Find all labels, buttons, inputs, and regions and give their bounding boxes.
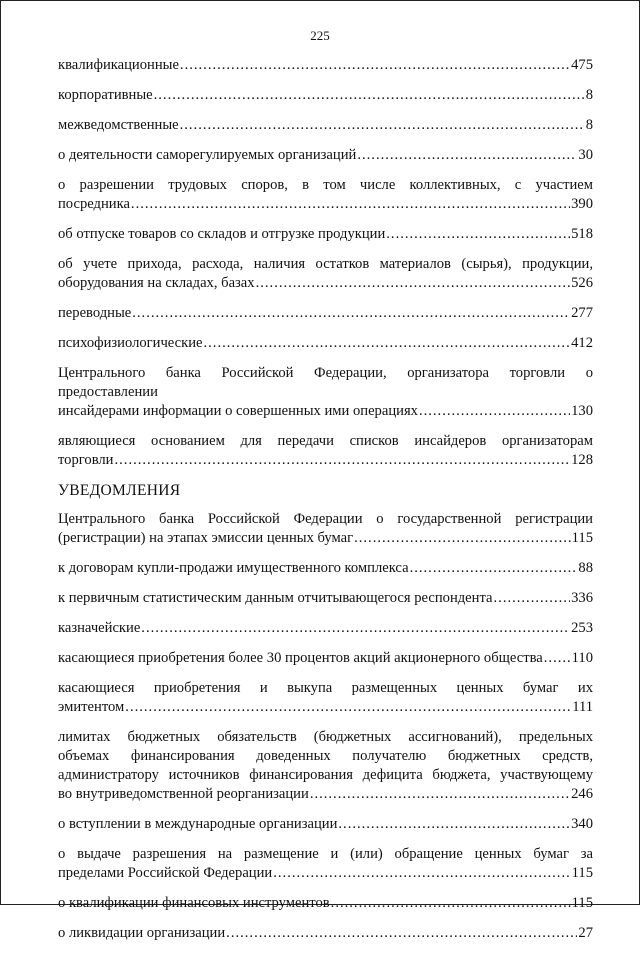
index-entry-text: пределами Российской Федерации bbox=[58, 865, 273, 881]
index-entry-text: межведомственные bbox=[58, 117, 179, 133]
index-entry-text: к первичным статистическим данным отчитывающегося респондента bbox=[58, 590, 493, 606]
index-entry bbox=[58, 304, 593, 323]
index-entry-text: во внутриведомственной реорганизации bbox=[58, 786, 309, 802]
index-entry-page: 526 bbox=[571, 275, 593, 291]
index-entry bbox=[58, 924, 593, 943]
dot-leader bbox=[331, 894, 571, 913]
index-entry-text: о вступлении в международные организации bbox=[58, 816, 338, 832]
index-entry-page: 8 bbox=[585, 87, 593, 103]
index-entry-page: 253 bbox=[571, 620, 593, 636]
dot-leader bbox=[154, 86, 585, 105]
index-entry-line: Центрального банка Российской Федерации о государственной регистрации bbox=[58, 511, 593, 527]
index-entry-last-line bbox=[58, 86, 593, 105]
index-entry-last-line bbox=[58, 619, 593, 638]
index-entry-last-line bbox=[58, 116, 593, 135]
index-entry-page: 110 bbox=[571, 650, 593, 666]
index-entry-page: 130 bbox=[571, 403, 593, 419]
index-entry-page: 336 bbox=[571, 590, 593, 606]
index-entry-text: казначейские bbox=[58, 620, 141, 636]
index-entry bbox=[58, 815, 593, 834]
index-entry bbox=[58, 559, 593, 578]
index-entry-text: (регистрации) на этапах эмиссии ценных бумаг bbox=[58, 530, 354, 546]
index-entry-page: 475 bbox=[571, 57, 593, 73]
index-entry-text: об отпуске товаров со складов и отгрузке продукции bbox=[58, 226, 386, 242]
dot-leader bbox=[338, 815, 570, 834]
index-entry-line: Центрального банка Российской Федерации, организатора торговли о предоставлении bbox=[58, 365, 593, 400]
dot-leader bbox=[226, 924, 577, 943]
index-entry-last-line bbox=[58, 864, 593, 883]
index-entry-page: 246 bbox=[571, 786, 593, 802]
index-entry bbox=[58, 255, 593, 293]
index-entry bbox=[58, 116, 593, 135]
index-entry-last-line bbox=[58, 698, 593, 717]
index-entry bbox=[58, 728, 593, 804]
index-entry-last-line bbox=[58, 402, 593, 421]
index-entry-text: переводные bbox=[58, 305, 132, 321]
index-entry-last-line bbox=[58, 924, 593, 943]
index-entry-last-line bbox=[58, 56, 593, 75]
index-entry-last-line bbox=[58, 451, 593, 470]
dot-leader bbox=[357, 146, 577, 165]
index-entry bbox=[58, 56, 593, 75]
index-entry-text: посредника bbox=[58, 196, 130, 212]
index-entry-last-line bbox=[58, 815, 593, 834]
dot-leader bbox=[132, 304, 570, 323]
dot-leader bbox=[386, 225, 570, 244]
index-entry-text: к договорам купли-продажи имущественного комплекса bbox=[58, 560, 409, 576]
index-entry-page: 412 bbox=[571, 335, 593, 351]
index-entry-text: инсайдерами информации о совершенных ими операциях bbox=[58, 403, 418, 419]
index-entry-last-line bbox=[58, 334, 593, 353]
index-entry-text: психофизиологические bbox=[58, 335, 203, 351]
index-entry bbox=[58, 176, 593, 214]
index-list-top bbox=[58, 56, 593, 470]
index-entry bbox=[58, 649, 593, 668]
index-entry-line: являющиеся основанием для передачи списков инсайдеров организаторам bbox=[58, 433, 593, 449]
index-entry-page: 390 bbox=[571, 196, 593, 212]
index-entry bbox=[58, 364, 593, 421]
index-entry-line: о разрешении трудовых споров, в том числе коллективных, с участием bbox=[58, 177, 593, 193]
index-entry bbox=[58, 510, 593, 548]
index-entry-page: 518 bbox=[571, 226, 593, 242]
dot-leader bbox=[131, 195, 570, 214]
index-content bbox=[58, 56, 593, 954]
index-entry-line: о выдаче разрешения на размещение и (или) обращение ценных бумаг за bbox=[58, 846, 593, 862]
index-entry-last-line bbox=[58, 529, 593, 548]
index-entry-page: 111 bbox=[572, 699, 593, 715]
index-entry-line: лимитах бюджетных обязательств (бюджетных ассигнований), предельных bbox=[58, 729, 593, 745]
dot-leader bbox=[141, 619, 570, 638]
index-entry-last-line bbox=[58, 304, 593, 323]
index-entry-text: о квалификации финансовых инструментов bbox=[58, 895, 330, 911]
index-entry-text: корпоративные bbox=[58, 87, 153, 103]
index-entry-last-line bbox=[58, 559, 593, 578]
dot-leader bbox=[115, 451, 571, 470]
index-entry-last-line bbox=[58, 146, 593, 165]
index-entry-text: квалификационные bbox=[58, 57, 179, 73]
index-entry-line: администратору источников финансирования дефицита бюджета, участвующему bbox=[58, 767, 593, 783]
dot-leader bbox=[494, 589, 571, 608]
index-entry-last-line bbox=[58, 649, 593, 668]
index-entry-page: 8 bbox=[585, 117, 593, 133]
index-entry-page: 115 bbox=[571, 865, 593, 881]
index-entry-last-line bbox=[58, 894, 593, 913]
dot-leader bbox=[410, 559, 578, 578]
index-entry-text: касающиеся приобретения более 30 процентов акций акционерного общества bbox=[58, 650, 543, 666]
index-entry-page: 88 bbox=[578, 560, 593, 576]
dot-leader bbox=[273, 864, 570, 883]
index-entry bbox=[58, 334, 593, 353]
index-entry-last-line bbox=[58, 785, 593, 804]
index-entry-text: оборудования на складах, базах bbox=[58, 275, 255, 291]
dot-leader bbox=[419, 402, 570, 421]
index-entry bbox=[58, 86, 593, 105]
index-entry-last-line bbox=[58, 225, 593, 244]
index-entry-page: 277 bbox=[571, 305, 593, 321]
section-heading: УВЕДОМЛЕНИЯ bbox=[58, 482, 181, 499]
index-entry bbox=[58, 146, 593, 165]
index-entry bbox=[58, 894, 593, 913]
dot-leader bbox=[125, 698, 571, 717]
index-entry-line: об учете прихода, расхода, наличия остатков материалов (сырья), продукции, bbox=[58, 256, 593, 272]
dot-leader bbox=[180, 56, 570, 75]
index-entry-text: эмитентом bbox=[58, 699, 125, 715]
index-entry-text: о ликвидации организации bbox=[58, 925, 226, 941]
index-entry bbox=[58, 225, 593, 244]
index-entry-line: объемах финансирования доведенных получателю бюджетных средств, bbox=[58, 748, 593, 764]
index-entry-page: 128 bbox=[571, 452, 593, 468]
index-entry bbox=[58, 432, 593, 470]
index-entry bbox=[58, 845, 593, 883]
dot-leader bbox=[180, 116, 585, 135]
index-entry-last-line bbox=[58, 589, 593, 608]
dot-leader bbox=[256, 274, 571, 293]
index-entry-text: торговли bbox=[58, 452, 114, 468]
index-entry-page: 30 bbox=[578, 147, 593, 163]
index-entry-text: о деятельности саморегулируемых организаций bbox=[58, 147, 357, 163]
dot-leader bbox=[354, 529, 571, 548]
index-entry bbox=[58, 589, 593, 608]
index-entry bbox=[58, 619, 593, 638]
page-number: 225 bbox=[310, 28, 330, 43]
dot-leader bbox=[544, 649, 571, 668]
dot-leader bbox=[310, 785, 570, 804]
index-entry-page: 340 bbox=[571, 816, 593, 832]
index-entry-page: 115 bbox=[571, 530, 593, 546]
index-entry-last-line bbox=[58, 195, 593, 214]
dot-leader bbox=[204, 334, 571, 353]
index-entry-last-line bbox=[58, 274, 593, 293]
index-entry-page: 27 bbox=[578, 925, 593, 941]
index-entry-line: касающиеся приобретения и выкупа размещенных ценных бумаг их bbox=[58, 680, 593, 696]
index-list-bottom bbox=[58, 510, 593, 943]
index-entry bbox=[58, 679, 593, 717]
index-entry-page: 115 bbox=[571, 895, 593, 911]
